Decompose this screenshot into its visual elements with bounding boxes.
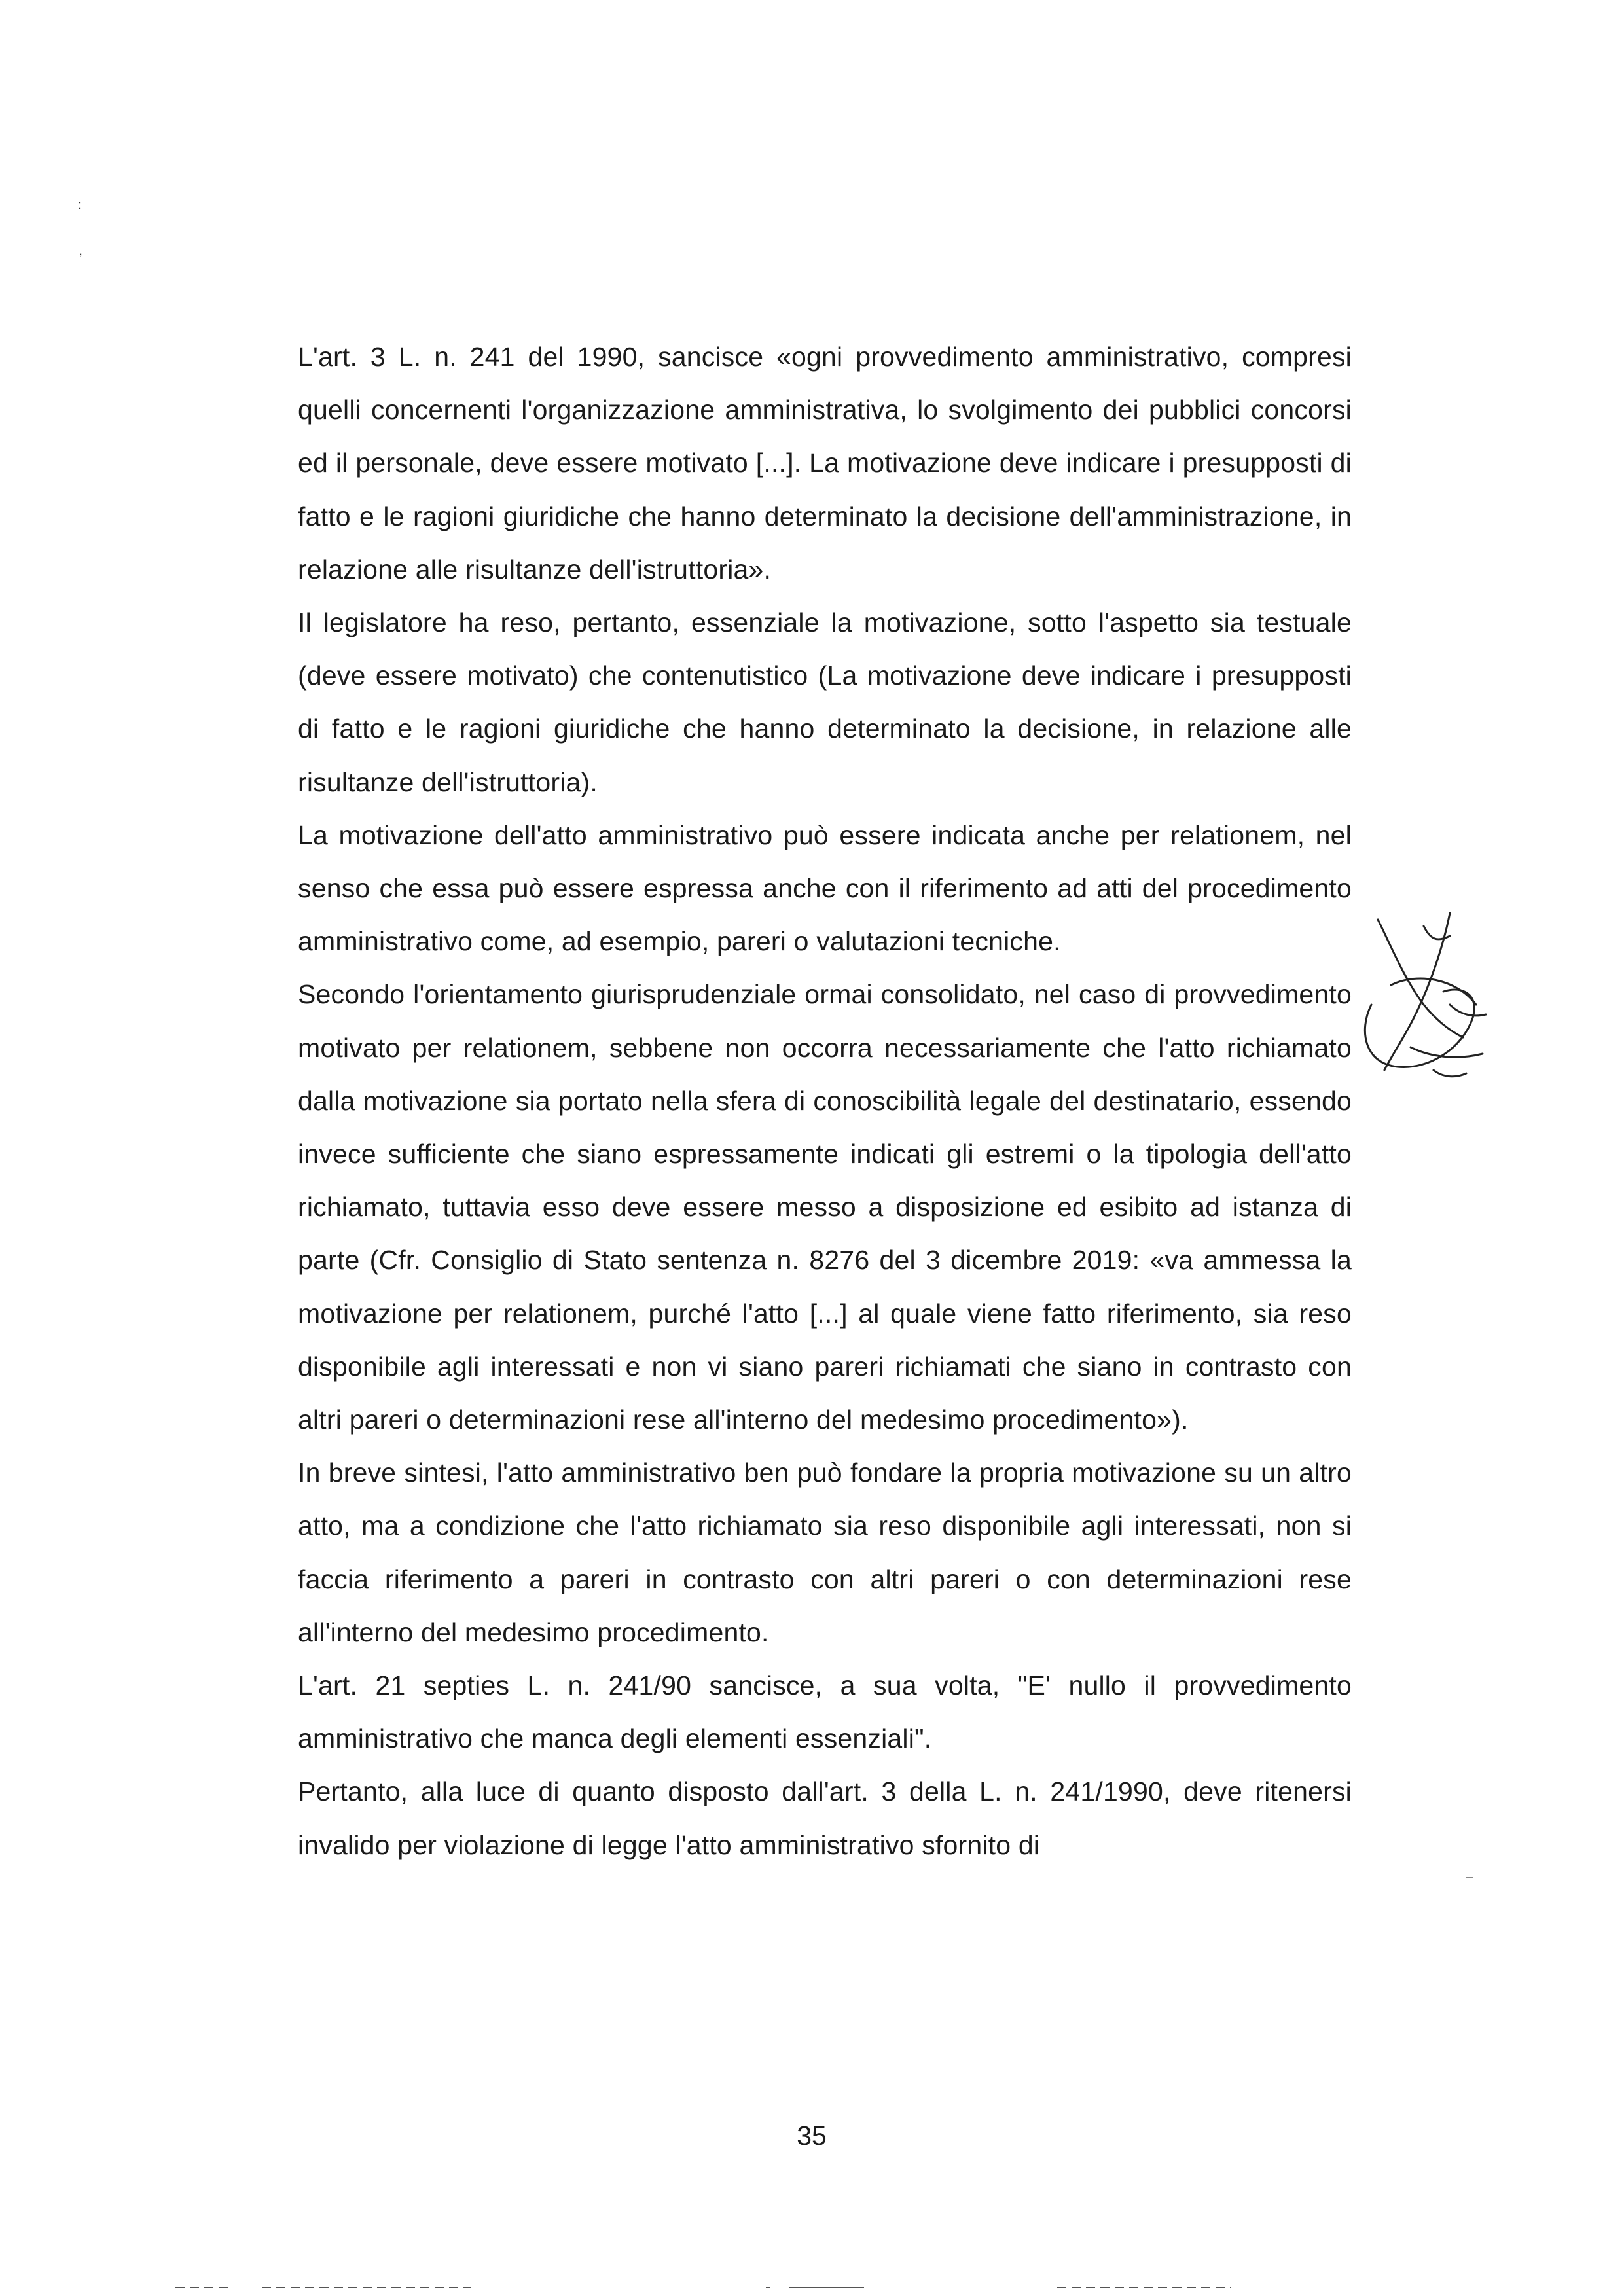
margin-mark: : xyxy=(77,196,82,213)
paragraph-5: In breve sintesi, l'atto amministrativo ben può fondare la propria motivazione su un altro atto, ma a condizione che l'atto richiamato sia reso disponibile agli interessati, non si faccia riferimento a pareri in contrasto con altri pareri o con determinazioni rese all'interno del medesimo procedimento. xyxy=(298,1458,1352,1647)
handwritten-signature-icon xyxy=(1352,906,1496,1096)
footer-rule xyxy=(1057,2287,1231,2288)
footer-rule xyxy=(175,2287,229,2288)
scan-mark xyxy=(1466,1877,1473,1878)
paragraph-1: L'art. 3 L. n. 241 del 1990, sancisce «ogni provvedimento amministrativo, compresi quelli concernenti l'organizzazione amministrativa, lo svolgimento dei pubblici concorsi ed il personale, deve essere motivato [...]. La motivazione deve indicare i presupposti di fatto e le ragioni giuridiche che hanno determinato la decisione dell'amministrazione, in relazione alle risultanze dell'istruttoria». xyxy=(298,342,1352,584)
footer-rule xyxy=(262,2287,471,2288)
margin-mark: , xyxy=(79,242,83,259)
paragraph-2: Il legislatore ha reso, pertanto, essenziale la motivazione, sotto l'aspetto sia testuale (deve essere motivato) che contenutistico (La motivazione deve indicare i presupposti di fatto e le ragioni giuridiche che hanno determinato la decisione, in relazione alle risultanze dell'istruttoria). xyxy=(298,607,1352,797)
paragraph-7: Pertanto, alla luce di quanto disposto dall'art. 3 della L. n. 241/1990, deve ritenersi invalido per violazione di legge l'atto amministrativo sfornito di xyxy=(298,1776,1352,1860)
body-text xyxy=(298,331,1352,1872)
paragraph-4: Secondo l'orientamento giurisprudenziale ormai consolidato, nel caso di provvedimento motivato per relationem, sebbene non occorra necessariamente che l'atto richiamato dalla motivazione sia portato nella sfera di conoscibilità legale del destinatario, essendo invece sufficiente che siano espressamente indicati gli estremi o la tipologia dell'atto richiamato, tuttavia esso deve essere messo a disposizione ed esibito ad istanza di parte (Cfr. Consiglio di Stato sentenza n. 8276 del 3 dicembre 2019: «va ammessa la motivazione per relationem, purché l'atto [...] al quale viene fatto riferimento, sia reso disponibile agli interessati e non vi siano pareri richiamati che siano in contrasto con altri pareri o determinazioni rese all'interno del medesimo procedimento»). xyxy=(298,979,1352,1435)
footer-rule xyxy=(766,2287,770,2288)
page-number: 35 xyxy=(797,2121,827,2151)
paragraph-3: La motivazione dell'atto amministrativo può essere indicata anche per relationem, nel senso che essa può essere espressa anche con il riferimento ad atti del procedimento amministrativo come, ad esempio, pareri o valutazioni tecniche. xyxy=(298,819,1352,957)
paragraph-6: L'art. 21 septies L. n. 241/90 sancisce, a sua volta, "E' nullo il provvedimento amministrativo che manca degli elementi essenziali". xyxy=(298,1670,1352,1754)
footer-rule xyxy=(789,2287,864,2288)
